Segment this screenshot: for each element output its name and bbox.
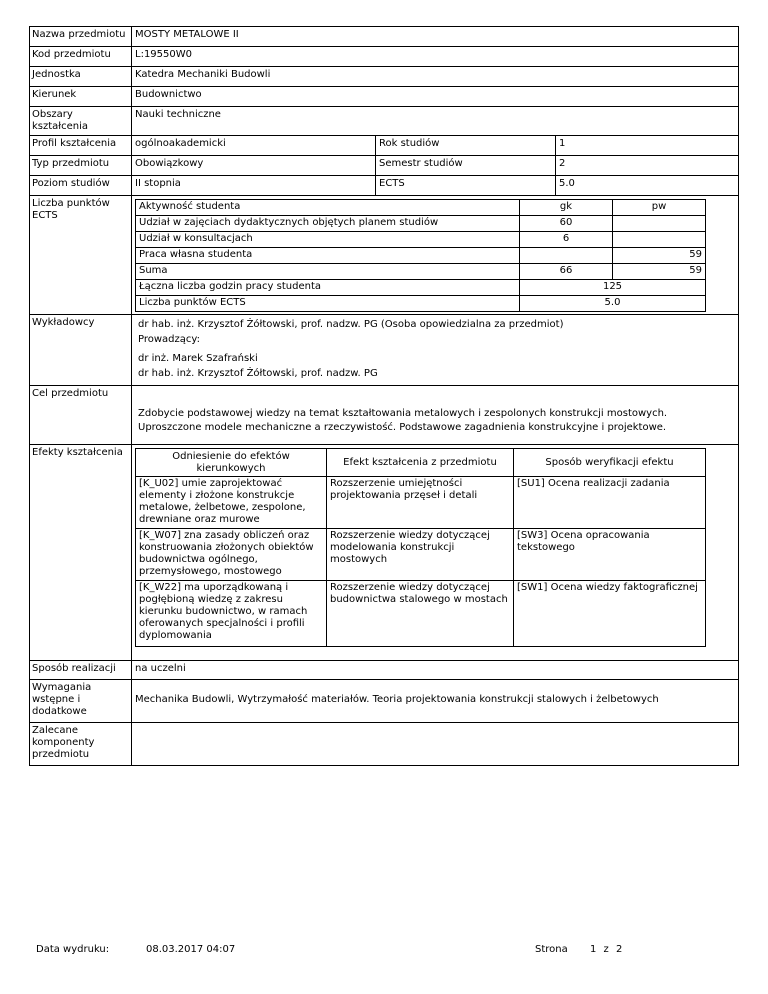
row-cel xyxy=(29,386,739,445)
ects-item-gk: 66 xyxy=(520,264,613,280)
label-efekty: Efekty kształcenia xyxy=(30,445,132,660)
label-ects-points: Liczba punktów ECTS xyxy=(30,196,132,314)
table-row xyxy=(136,477,706,529)
ects-row xyxy=(136,216,706,232)
value-sposob: na uczelni xyxy=(135,663,186,674)
ects-item-pw: 59 xyxy=(613,264,706,280)
ects-row xyxy=(136,232,706,248)
ects-item-pw xyxy=(613,216,706,232)
lecturer-prowadzacy-label: Prowadzący: xyxy=(138,334,200,345)
ects-total-points-label: Liczba punktów ECTS xyxy=(136,296,520,312)
ects-item-pw xyxy=(613,232,706,248)
label-kierunek: Kierunek xyxy=(30,87,132,106)
label-jednostka: Jednostka xyxy=(30,67,132,86)
row-zalecane xyxy=(29,723,739,766)
efekty-cell: [K_W07] zna zasady obliczeń oraz konstruowania złożonych obiektów budownictwa ogólnego, przemysłowego, mostowego xyxy=(136,529,327,581)
value-obszary: Nauki techniczne xyxy=(135,109,221,120)
lecturer-item: dr inż. Marek Szafrański xyxy=(138,353,258,364)
row-typ xyxy=(29,156,739,176)
ects-header-pw: pw xyxy=(613,200,706,216)
value-jednostka: Katedra Mechaniki Budowli xyxy=(135,69,271,80)
label-sposob: Sposób realizacji xyxy=(30,661,132,679)
efekty-table xyxy=(135,448,706,647)
ects-item-gk: 6 xyxy=(520,232,613,248)
label-profil: Profil kształcenia xyxy=(30,136,132,155)
label-kod: Kod przedmiotu xyxy=(30,47,132,66)
course-card xyxy=(29,26,739,766)
efekty-cell: [SW3] Ocena opracowania tekstowego xyxy=(514,529,706,581)
row-wymagania xyxy=(29,680,739,723)
row-poziom xyxy=(29,176,739,196)
print-date-label: Data wydruku: xyxy=(36,944,110,955)
efekty-cell: [SU1] Ocena realizacji zadania xyxy=(514,477,706,529)
row-obszary xyxy=(29,107,739,136)
efekty-cell: [K_W22] ma uporządkowaną i pogłębioną wiedzę z zakresu kierunku budownictwo, w ramach oferowanych specjalności i profili dyplomowania xyxy=(136,581,327,647)
efekty-cell: [K_U02] umie zaprojektować elementy i złożone konstrukcje metalowe, żelbetowe, zespolone, drewniane oraz murowe xyxy=(136,477,327,529)
lecturer-item: dr hab. inż. Krzysztof Żółtowski, prof. nadzw. PG xyxy=(138,368,378,379)
label-cel: Cel przedmiotu xyxy=(30,386,132,444)
print-date-value: 08.03.2017 04:07 xyxy=(146,944,236,955)
ects-item-name: Udział w zajęciach dydaktycznych objętych planem studiów xyxy=(136,216,520,232)
efekty-cell: Rozszerzenie umiejętności projektowania przęseł i detali xyxy=(327,477,514,529)
row-kierunek xyxy=(29,87,739,107)
efekty-cell: Rozszerzenie wiedzy dotyczącej budownictwa stalowego w mostach xyxy=(327,581,514,647)
ects-header-gk: gk xyxy=(520,200,613,216)
value-ects: 5.0 xyxy=(559,178,575,189)
label-typ: Typ przedmiotu xyxy=(30,156,132,175)
page-number: 1 z 2 xyxy=(590,944,625,955)
value-kod: L:19550W0 xyxy=(135,49,193,60)
value-rok: 1 xyxy=(559,138,566,149)
value-nazwa: MOSTY METALOWE II xyxy=(135,29,239,40)
page-label: Strona xyxy=(535,944,568,955)
label-ects: ECTS xyxy=(376,176,556,195)
value-zalecane xyxy=(132,723,738,765)
efekty-header-ref: Odniesienie do efektów kierunkowych xyxy=(136,449,327,477)
row-sposob xyxy=(29,661,739,680)
row-efekty xyxy=(29,445,739,661)
efekty-header-effect: Efekt kształcenia z przedmiotu xyxy=(327,449,514,477)
ects-item-gk xyxy=(520,248,613,264)
row-ects-points xyxy=(29,196,739,315)
label-semestr: Semestr studiów xyxy=(376,156,556,175)
table-row xyxy=(136,581,706,647)
ects-row xyxy=(136,248,706,264)
label-zalecane: Zalecane komponenty przedmiotu xyxy=(30,723,132,765)
value-profil: ogólnoakademicki xyxy=(132,136,376,155)
lecturer-main: dr hab. inż. Krzysztof Żółtowski, prof. nadzw. PG (Osoba opowiedzialna za przedmiot) xyxy=(138,319,564,330)
value-kierunek: Budownictwo xyxy=(135,89,202,100)
label-obszary: Obszary kształcenia xyxy=(30,107,132,135)
row-kod xyxy=(29,47,739,67)
label-wymagania: Wymagania wstępne i dodatkowe xyxy=(30,680,132,722)
row-jednostka xyxy=(29,67,739,87)
ects-table xyxy=(135,199,706,312)
value-semestr: 2 xyxy=(559,158,566,169)
ects-item-name: Praca własna studenta xyxy=(136,248,520,264)
efekty-cell: [SW1] Ocena wiedzy faktograficznej xyxy=(514,581,706,647)
label-poziom: Poziom studiów xyxy=(30,176,132,195)
row-profil xyxy=(29,136,739,156)
ects-row xyxy=(136,264,706,280)
table-row xyxy=(136,529,706,581)
ects-item-name: Suma xyxy=(136,264,520,280)
ects-total-points-value: 5.0 xyxy=(520,296,706,312)
ects-header-activity: Aktywność studenta xyxy=(136,200,520,216)
ects-item-name: Udział w konsultacjach xyxy=(136,232,520,248)
efekty-header-verify: Sposób weryfikacji efektu xyxy=(514,449,706,477)
value-cel: Zdobycie podstawowej wiedzy na temat kształtowania metalowych i zespolonych konstrukcji mostowych. Uproszczone modele mechaniczne a rzeczywistość. Podstawowe zagadnienia konstrukcyjne i projektowe. xyxy=(138,408,668,433)
efekty-cell: Rozszerzenie wiedzy dotyczącej modelowania konstrukcji mostowych xyxy=(327,529,514,581)
ects-item-pw: 59 xyxy=(613,248,706,264)
row-wykladowcy xyxy=(29,315,739,386)
label-wykladowcy: Wykładowcy xyxy=(30,315,132,385)
ects-item-gk: 60 xyxy=(520,216,613,232)
value-wymagania: Mechanika Budowli, Wytrzymałość materiałów. Teoria projektowania konstrukcji stalowych i żelbetowych xyxy=(135,694,659,705)
ects-total-hours-value: 125 xyxy=(520,280,706,296)
value-typ: Obowiązkowy xyxy=(132,156,376,175)
label-rok: Rok studiów xyxy=(376,136,556,155)
label-nazwa: Nazwa przedmiotu xyxy=(30,27,132,46)
ects-total-hours-label: Łączna liczba godzin pracy studenta xyxy=(136,280,520,296)
row-nazwa xyxy=(29,26,739,47)
value-poziom: II stopnia xyxy=(132,176,376,195)
